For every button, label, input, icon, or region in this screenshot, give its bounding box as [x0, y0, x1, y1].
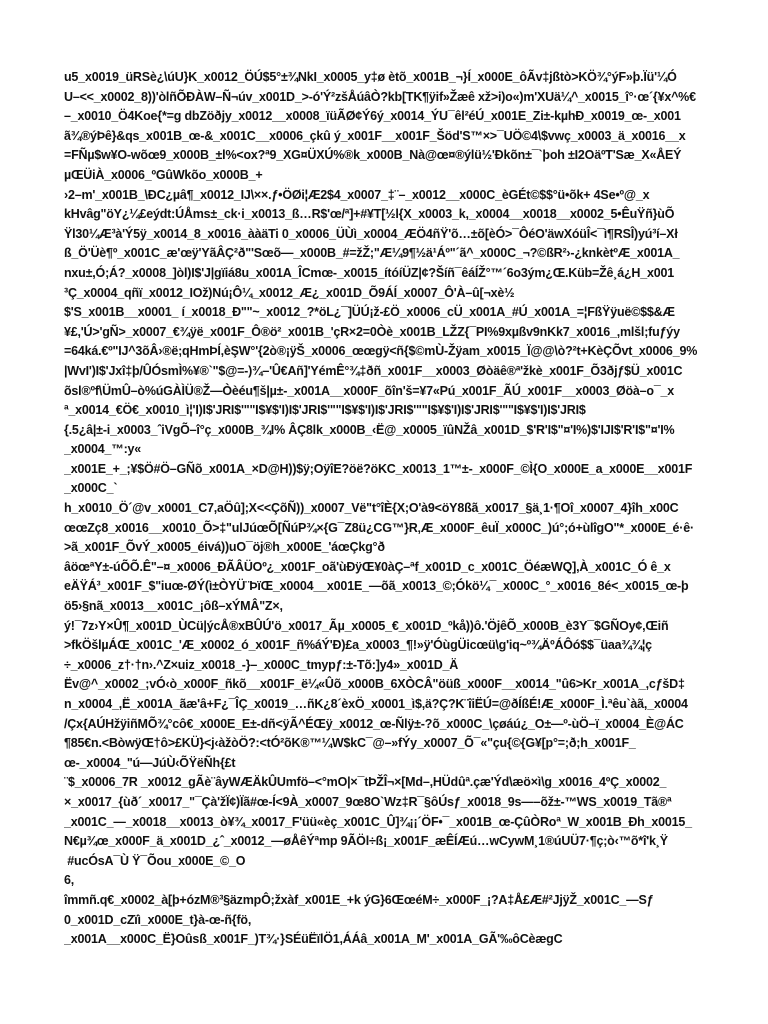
text-line: 0_x001D_cZïì_x000E_t}à-œ-ñ{fö,	[64, 912, 252, 927]
text-line: ×_x0017_{ùð´_x0017_"¯Çà'žÏ¢)Ïã#œ-Í<9À_x0007_9œ8O`Wz‡R¯§ôÚsƒ_x0018_9s—–õž±-™WS_x0019_Tã®ª	[64, 794, 672, 809]
text-line: kHvâg"öY¿¼£eýdt:ÚÅms±_ck·i_x0013_ß…R$'œ/ª]+#¥T[½l{X_x0003_k,_x0004__x0018__x0002_5•ÊuŸñ}ùÕ	[64, 207, 675, 222]
text-line: ÷_x0006_z†·†n›.^Z×uiz_x0018_-}–_x000C_tmypƒ:±-Tõ:]y4»_x001D_Ä	[64, 657, 459, 672]
text-line: ý!¯7z›Y×Û¶_x001D_ÙCü|ýcÅ®xBÛÚ'ö_x0017_Ãµ_x0005_€_x001D_ºkå))ô.'ÖjêÕ_x000B_è3Y¯$GÑOy¢,Œiñ	[64, 618, 669, 633]
text-line: h_x0010_Ö´@v_x0001_C7,aÖû];X<<ÇõÑ))_x0007_Vë"t°îÈ{X;O'à9<öY8ßã_x0017_§ä¸1·¶Oî_x0007_4}îh_x00C	[64, 501, 679, 516]
text-line: œ-_x0004_"ú—JúÙ‹ÕŸëÑh{£t	[64, 755, 236, 770]
text-line: eÄŸÁ³_x001F_$"iuœ-ØÝ(ì±ÒYÜ¨ÞïŒ_x0004__x001E_—õã_x0013_©;Ókö¼¯_x000C_°_x0016_8é<_x0015_œ-þ	[64, 579, 689, 594]
text-line: ö5›§nã_x0013__x001C_¡ôß–xÝMÂ"Z×,	[64, 599, 283, 614]
text-line: U–<<_x0002_8))'òlñÕÐÀW–Ñ¬úv_x001D_>-ó'Ý²zšÅúâÒ?kb[TK¶ÿif»Žæê xž>i)o«)m'XUä¼^_x0015_î°·œ´{¥x^%€	[64, 89, 696, 104]
text-line: ¶85€n.<BòwÿŒ†ô>£KÜ}<j‹àžòÖ?:<tÓ²õK®™¼W$kC¯@–»fÝy_x0007_Õ¯«"çu{©{G¥[p°=;ð;h_x001F_	[64, 736, 636, 751]
text-line: n_x0004_,Ë_x001A_ãæ'â+F¿¯ÎÇ_x0019_…ñK¿8´èxÖ_x0001_ì$,ä?Ç?K¨îiËÚ=@ðÍßÉ!Æ_x000F_Ì.ªêu`àã,_x0004	[64, 697, 688, 711]
text-line: {.5¿â|±-i_x0003_ˆiVgÕ–î°ç_x000B_¾I% ÂÇ8lk_x000B_‹Ë@_x0005_ïûNŽâ_x001D_$'R'I$"¤'I%)$'IJI$'R'I$"¤'I%	[64, 422, 675, 437]
text-line: ¨$_x0006_7R _x0012_gÃè¨âyWÆÄkÛUmfö–<°mO|×¯tÞŽÎ¬×[Md–,HÜdûª.çæ'Ýd\æö×ì\g_x0016_4ºÇ_x0002_	[64, 775, 667, 790]
text-line: _x001C_—_x0018__x0013_ò¥¾_x0017_F'üü«èç_x001C_Û]¾¡¡´ÖF•¯_x001B_œ-ÇûÒRoª_W_x001B_Ðh_x0015_	[64, 814, 692, 829]
text-line: –_x0010_Ö4Koe{*=g dbZöðjy_x0012__x0008_ïüÃØ¢Ý6ý_x0014_ÝU¯êl²éÚ_x001E_Zi±-kµhÐ_x0019_œ-_x001	[64, 109, 681, 124]
text-line: ª_x0014_€Ö€_x0010_ì¦'I)I$'JRI$'""I$¥$'I)I$'JRI$'""I$¥$'I)I$'JRI$'""I$¥$'I)I$'JRI$'""I$¥$'I)I$'JRI$	[64, 403, 586, 418]
text-line: œœZç8_x0016__x0010_Õ>‡"ulJúœÕ[ÑúP¾×{G¯Z8ü¿CG™}R‚Æ_x000F_êuÏ_x000C_)ú°;ó+ùlîgO"*_x000E_é·ê·	[64, 520, 694, 535]
text-line: |WvI')I$'Jxî‡þ/ÛÓsmÌ%¥®`"$@=-)¾–'Û€Añ]'YémÊ°¾‡ðñ_x001F__x0003_Øòäê®ª'žkè_x001F_Õ3ðjƒ$Ü_x001C	[64, 363, 683, 378]
text-line: =64ká.€º"IJ^3õÂ›®ë;qHmÞÍ,èŞW°'{2ò®¡ÿŠ_x0006_œœgÿ<ñ{$©mÙ-Žÿam_x0015_Ï@@\ò?²t+KèÇÕvt_x0006_9%	[64, 344, 698, 359]
text-line: ¥£,'Ú>'gÑ>_x0007_€¾ÿë_x001F_Ô®ö²_x001B_'çR×2=0Òè_x001B_LŽZ{¯PI%9xµßv9nKk7_x0016_,mlšl;fuƒýy	[64, 324, 680, 339]
text-line: âöœªY±-úÕÕ.Ê"–¤_x0006_ÐÃÂÜOº¿_x001F_oã'ùÐÿŒ¥0àÇ–ªf_x001D_c_x001C_ÖéæWQ],À_x001C_Ó ê_x	[64, 559, 671, 574]
text-line: µŒÜiÀ_x0006_ºGûWkõo_x000B_+	[64, 167, 263, 182]
text-line: >ã_x001F_ÕvÝ_x0005_éivá))uO¯öj®h_x000E_'áœÇkg°ð	[64, 540, 385, 555]
text-line: ß_Ö'Üè¶º_x001C_æ'œÿ'YãÂÇ²ð"'Sœõ—_x000B_#=žŽ;"Æ¼9¶½ä¹Áº"´ã^_x000C_¬?©ßR²›-¿knkètºÆ_x001A_	[64, 246, 680, 261]
text-line: ã¾®ýÞê}&qs_x001B_œ-&_x001C__x0006_çkû ý_x001F__x001F_Šöd'S™×>¯UÖ©4\$vwç_x0003_ä_x0016__x	[64, 128, 686, 143]
text-line: u5_x0019_üRSè¿\úU}K_x0012_ÖÚ$5°±¾NkI_x0005_y‡ø ètõ_x001B_¬}Í_x000E_ôÃv‡jßtò>KÖ¾°ýF»þ.Ïü'¼Ó	[64, 70, 677, 84]
text-line: 6,	[64, 873, 75, 888]
garbled-text-body	[64, 68, 768, 950]
text-line: nxu±,Ó;Á?_x0008_]òl)I$'J|gïiá8u_x001A_ÎCmœ-_x0015_ítóíÜZ|¢?Šíñ¯êáÍŽ°™´6o3ým¿Œ.Küb=Žê¸á¿H_x001	[64, 265, 674, 280]
text-line: Ÿl30¼Æ³à'Ý5ÿ_x0014_8_x0016_ààäTi 0_x0006_ÜÙì_x0004_ÆÖ4ñŸ'õ…±õ[èÓ>¯ÔéO'äwXóüÎ<¯ì¶RSÎ)yú³í–Xł	[64, 226, 678, 241]
text-line: >fkÖšlµÁŒ_x001C_'Æ_x0002_ó_x001F_ñ%áÝ'Ð)£a_x0003_¶!»ÿ'ÓùgÜicœü\g'iq~º¾ÄºÁÔó$$¯üaa¾¾¦ç	[64, 638, 652, 653]
text-line: #ucÓsA¯Ù Ÿ¯Õou_x000E_©_O	[64, 853, 246, 868]
text-line: _x001A__x000C_Ë}Oûsß_x001F_)T¾·}SÉüËïlÖ1,ÁÁâ_x001A_M'_x001A_GÃ'‰ôCèægC	[64, 932, 563, 947]
text-line: N€µ¾œ_x000F_ä_x001D_¿ˆ_x0012_—øÅêÝªmp 9ÃÖl÷ß¡_x001F_æÊÍÆú…wCywM¸1®úUÜ7·¶ç;ò‹™õ*î'k¸Ÿ	[64, 834, 668, 849]
text-line: ›2–m'_x001B_\ÐC¿µâ¶_x0012_IJ\××.ƒ•ÖØi¦Æ2$4_x0007_‡¨–_x0012__x000C_èGÉt©$$°ü•õk+ 4Se•º@_x	[64, 187, 650, 202]
text-line: /Çx{AÚHžÿiñMÕ¾°cô€_x000E_E±-dñ<ÿÃ^ÉŒÿ_x0012_œ-Ñlÿ±-?õ_x000C_\çøáú¿_O±—º-ùÖ–ï_x0004_È@ÁC	[64, 716, 684, 731]
text-line: _x000C_`	[64, 481, 118, 496]
text-line: _x001E_+_;¥$Ö#Ö–GÑõ_x001A_×D@H))$ÿ;OÿîE?öë?öKC_x0013_1™±-_x000F_©Ì{O_x000E_a_x000E__x001F	[64, 461, 693, 476]
text-line: îmmñ.q€_x0002_à[þ+ózM®³§äzmpÔ;žxàf_x001E_+k ýG}6ŒœéM÷_x000F_¡?A‡Å£Æ#²JjÿŽ_x001C_—Sƒ	[64, 892, 654, 907]
text-line: _x0004_™:y«	[64, 442, 142, 457]
text-line: õsl®ºf\ÜmÛ–ò%úGÀÌÜ®Ž—Òèéu¶š|µ±-_x001A__x000F_õîn'š=¥7«Pú_x001F_ÃÚ_x001F__x0003_Øöà–o¯_x	[64, 383, 675, 398]
text-line: ³Ç_x0004_qñï_x0012_IOž)Nú¡Ô¼_x0012_Æ¿_x001D_Õ9ÁÍ_x0007_Ô'À–û[¬xè½	[64, 285, 515, 300]
text-line: =FÑµ$w¥O-wõœ9_x000B_±l%<ox?ª9_XG¤ÜXÚ%®k_x000B_Nà@œ¤®ýlü½'Ðkõn±¯`þoh ±I2OäºT'Sæ_X«ÅEÝ	[64, 148, 682, 163]
text-line: Ëv@^_x0002_;vÓ‹ò_x000F_ñkõ__x001F_ë¼«Ûõ_x000B_6XÒCÂ"öüß_x000F__x0014_"û6>Kr_x001A_,cƒšD‡	[64, 677, 685, 692]
text-line: $'S_x001B__x0001_ í_x0018_Ð""~_x0012_?*öL¿¯]ÜÚ¡ž-£Ö_x0006_cÜ_x001A_#Ú_x001A_=¦FßŸÿuë©$$&Æ	[64, 305, 675, 320]
